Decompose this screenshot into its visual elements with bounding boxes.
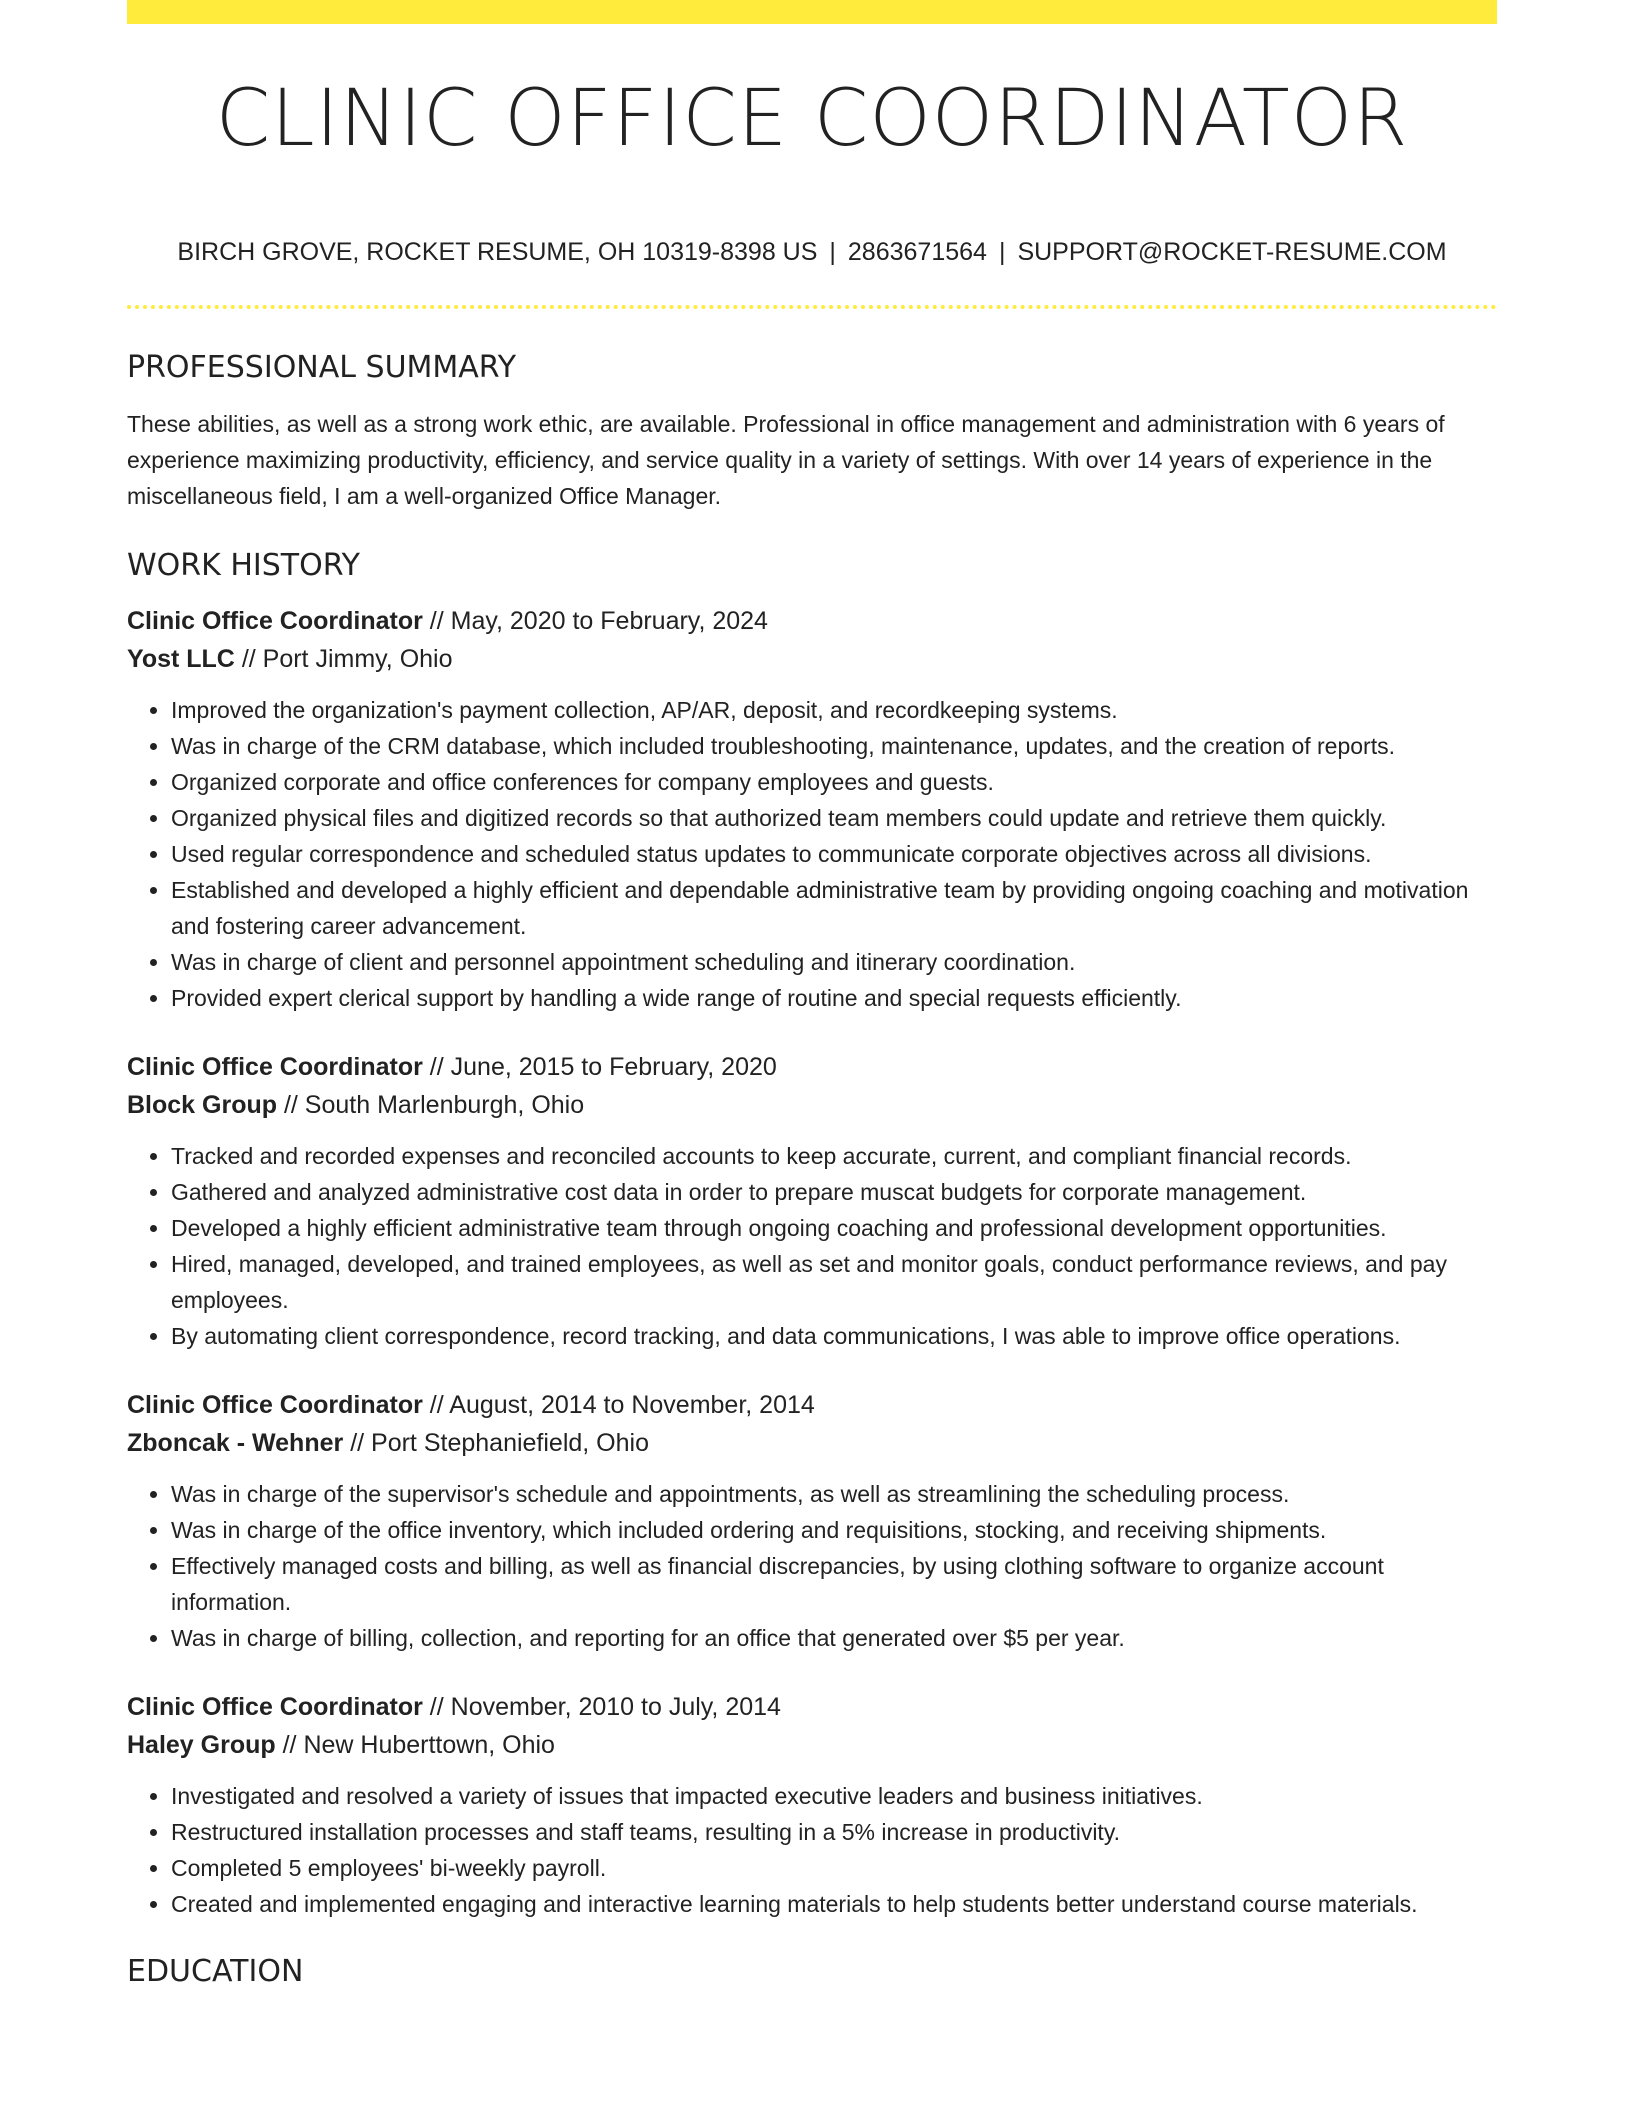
list-item: • Developed a highly efficient administrative team through ongoing coaching and professional development opportunities.: [171, 1210, 1497, 1246]
job-title: Clinic Office Coordinator: [127, 1391, 423, 1419]
top-accent-bar: [127, 0, 1497, 24]
job-location: // New Huberttown, Ohio: [275, 1731, 555, 1759]
job-bullets: [127, 1778, 1497, 1922]
job-title: Clinic Office Coordinator: [127, 1053, 423, 1081]
list-item: • Gathered and analyzed administrative cost data in order to prepare muscat budgets for corporate management.: [171, 1174, 1497, 1210]
job-company: Haley Group: [127, 1731, 276, 1759]
list-item: • Was in charge of the supervisor's schedule and appointments, as well as streamlining the scheduling process.: [171, 1476, 1497, 1512]
list-item: • Organized physical files and digitized records so that authorized team members could update and retrieve them quickly.: [171, 800, 1497, 836]
job-location: // Port Stephaniefield, Ohio: [343, 1429, 649, 1457]
job-company: Zboncak - Wehner: [127, 1429, 344, 1457]
job-dates: // June, 2015 to February, 2020: [422, 1053, 777, 1081]
list-item: • Completed 5 employees' bi-weekly payroll.: [171, 1850, 1497, 1886]
contact-line: [127, 238, 1497, 267]
job-company: Yost LLC: [127, 645, 235, 673]
list-item: • Improved the organization's payment collection, AP/AR, deposit, and recordkeeping systems.: [171, 692, 1497, 728]
address: BIRCH GROVE, ROCKET RESUME, OH 10319-8398 US: [177, 238, 818, 266]
section-heading-education: EDUCATION: [127, 1954, 304, 1989]
job-title-line: [127, 602, 1497, 640]
dotted-divider: [127, 305, 1497, 309]
job-company-line: [127, 1086, 1497, 1124]
phone: 2863671564: [847, 238, 987, 266]
list-item: • Created and implemented engaging and interactive learning materials to help students better understand course materials.: [171, 1886, 1497, 1922]
list-item: • Tracked and recorded expenses and reconciled accounts to keep accurate, current, and compliant financial records.: [171, 1138, 1497, 1174]
job-bullets: [127, 1138, 1497, 1354]
job-company-line: [127, 1726, 1497, 1764]
job-dates: // May, 2020 to February, 2024: [422, 607, 768, 635]
summary-text: These abilities, as well as a strong work ethic, are available. Professional in office management and administration with 6 years of experience maximizing productivity, efficiency, and service quality in a variety of settings. With over 14 years of experience in the miscellaneous field, I am a well-organized Office Manager.: [127, 411, 1445, 509]
list-item: • Provided expert clerical support by handling a wide range of routine and special requests efficiently.: [171, 980, 1497, 1016]
separator: |: [829, 238, 836, 266]
list-item: • Was in charge of the office inventory, which included ordering and requisitions, stocking, and receiving shipments.: [171, 1512, 1497, 1548]
job-entry: [127, 1048, 1497, 1354]
list-item: • Restructured installation processes and staff teams, resulting in a 5% increase in productivity.: [171, 1814, 1497, 1850]
list-item: • Effectively managed costs and billing, as well as financial discrepancies, by using clothing software to organize account information.: [171, 1548, 1497, 1620]
resume-title: CLINIC OFFICE COORDINATOR: [215, 74, 1409, 164]
job-entry: [127, 1688, 1497, 1922]
job-title-line: [127, 1688, 1497, 1726]
separator: |: [998, 238, 1006, 266]
list-item: • Used regular correspondence and scheduled status updates to communicate corporate objectives across all divisions.: [171, 836, 1497, 872]
list-item: • Established and developed a highly efficient and dependable administrative team by providing ongoing coaching and motivation and fostering career advancement.: [171, 872, 1497, 944]
list-item: • Was in charge of billing, collection, and reporting for an office that generated over $5 per year.: [171, 1620, 1497, 1656]
job-location: // South Marlenburgh, Ohio: [277, 1091, 585, 1119]
list-item: • Was in charge of client and personnel appointment scheduling and itinerary coordination.: [171, 944, 1497, 980]
job-bullets: [127, 1476, 1497, 1656]
list-item: • Organized corporate and office conferences for company employees and guests.: [171, 764, 1497, 800]
job-company-line: [127, 640, 1497, 678]
list-item: • Was in charge of the CRM database, which included troubleshooting, maintenance, updates, and the creation of reports.: [171, 728, 1497, 764]
job-location: // Port Jimmy, Ohio: [234, 645, 453, 673]
section-heading-summary: PROFESSIONAL SUMMARY: [127, 350, 517, 385]
job-company-line: [127, 1424, 1497, 1462]
job-bullets: [127, 692, 1497, 1016]
email: SUPPORT@ROCKET-RESUME.COM: [1017, 238, 1447, 266]
section-heading-work-history: WORK HISTORY: [127, 548, 360, 583]
job-title-line: [127, 1386, 1497, 1424]
job-entry: [127, 1386, 1497, 1656]
list-item: • Hired, managed, developed, and trained employees, as well as set and monitor goals, conduct performance reviews, and pay employees.: [171, 1246, 1497, 1318]
job-title: Clinic Office Coordinator: [127, 607, 423, 635]
job-entry: [127, 602, 1497, 1016]
list-item: • By automating client correspondence, record tracking, and data communications, I was able to improve office operations.: [171, 1318, 1497, 1354]
resume-content: [127, 350, 1497, 1990]
job-title: Clinic Office Coordinator: [127, 1693, 423, 1721]
job-company: Block Group: [127, 1091, 278, 1119]
job-title-line: [127, 1048, 1497, 1086]
job-dates: // August, 2014 to November, 2014: [422, 1391, 815, 1419]
list-item: • Investigated and resolved a variety of issues that impacted executive leaders and business initiatives.: [171, 1778, 1497, 1814]
job-dates: // November, 2010 to July, 2014: [422, 1693, 781, 1721]
